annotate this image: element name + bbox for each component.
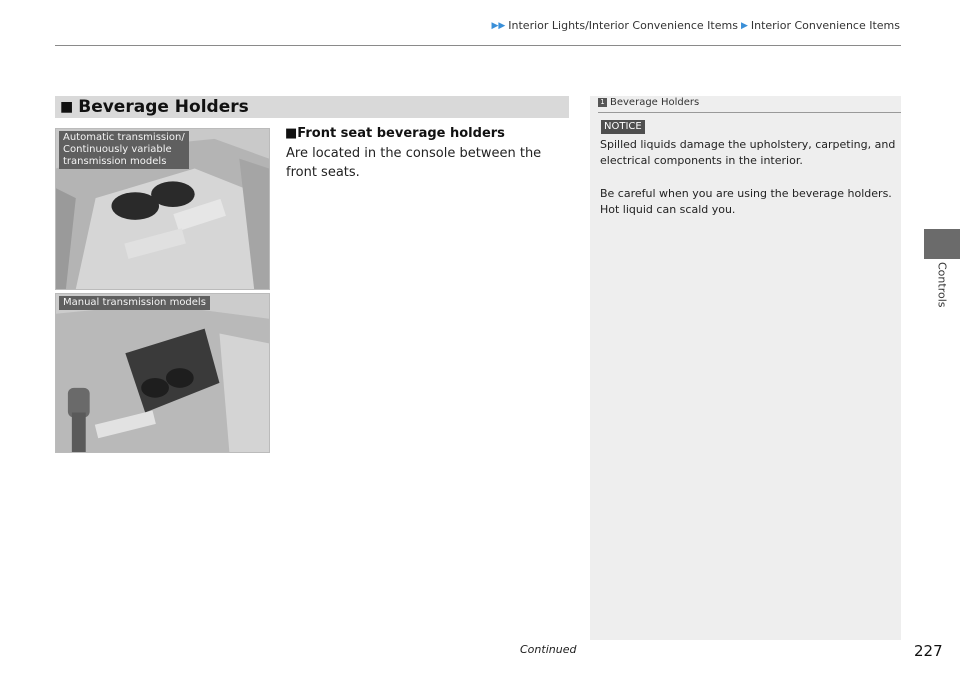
reference-mark-icon: 1 <box>598 98 607 107</box>
figure-automatic-console <box>55 128 270 290</box>
side-tab-label: Controls <box>935 262 949 308</box>
square-bullet-icon: ■ <box>285 126 298 141</box>
figure-label: Manual transmission models <box>59 296 210 310</box>
header-rule <box>55 45 901 46</box>
page-number: 227 <box>914 642 943 660</box>
continued-label: Continued <box>520 643 577 656</box>
square-bullet-icon: ■ <box>60 99 74 115</box>
subheading <box>285 126 505 141</box>
arrow-icon: ▶▶ <box>491 20 506 31</box>
figure-manual-console <box>55 293 270 453</box>
note-rule <box>598 112 901 113</box>
breadcrumb-item[interactable]: Interior Convenience Items <box>750 19 900 32</box>
section-heading <box>55 96 569 118</box>
breadcrumb-item[interactable]: Interior Lights/Interior Convenience Items <box>508 19 738 32</box>
note-paragraph: Spilled liquids damage the upholstery, carpeting, and electrical components in the interior. <box>600 138 896 167</box>
note-sidebar <box>590 96 901 640</box>
note-title <box>598 97 699 108</box>
figure-label: Automatic transmission/ Continuously variable transmission models <box>59 131 189 169</box>
note-title-text: Beverage Holders <box>610 97 700 108</box>
body-paragraph: Are located in the console between the front seats. <box>286 146 542 180</box>
console-illustration <box>56 294 269 452</box>
side-tab-marker <box>924 229 960 259</box>
breadcrumb <box>491 19 900 32</box>
section-title: Beverage Holders <box>78 97 249 117</box>
notice-badge: NOTICE <box>601 120 645 134</box>
note-paragraph: Be careful when you are using the beverage holders. Hot liquid can scald you. <box>600 187 892 216</box>
subheading-text: Front seat beverage holders <box>297 126 505 141</box>
arrow-icon: ▶ <box>740 20 748 31</box>
